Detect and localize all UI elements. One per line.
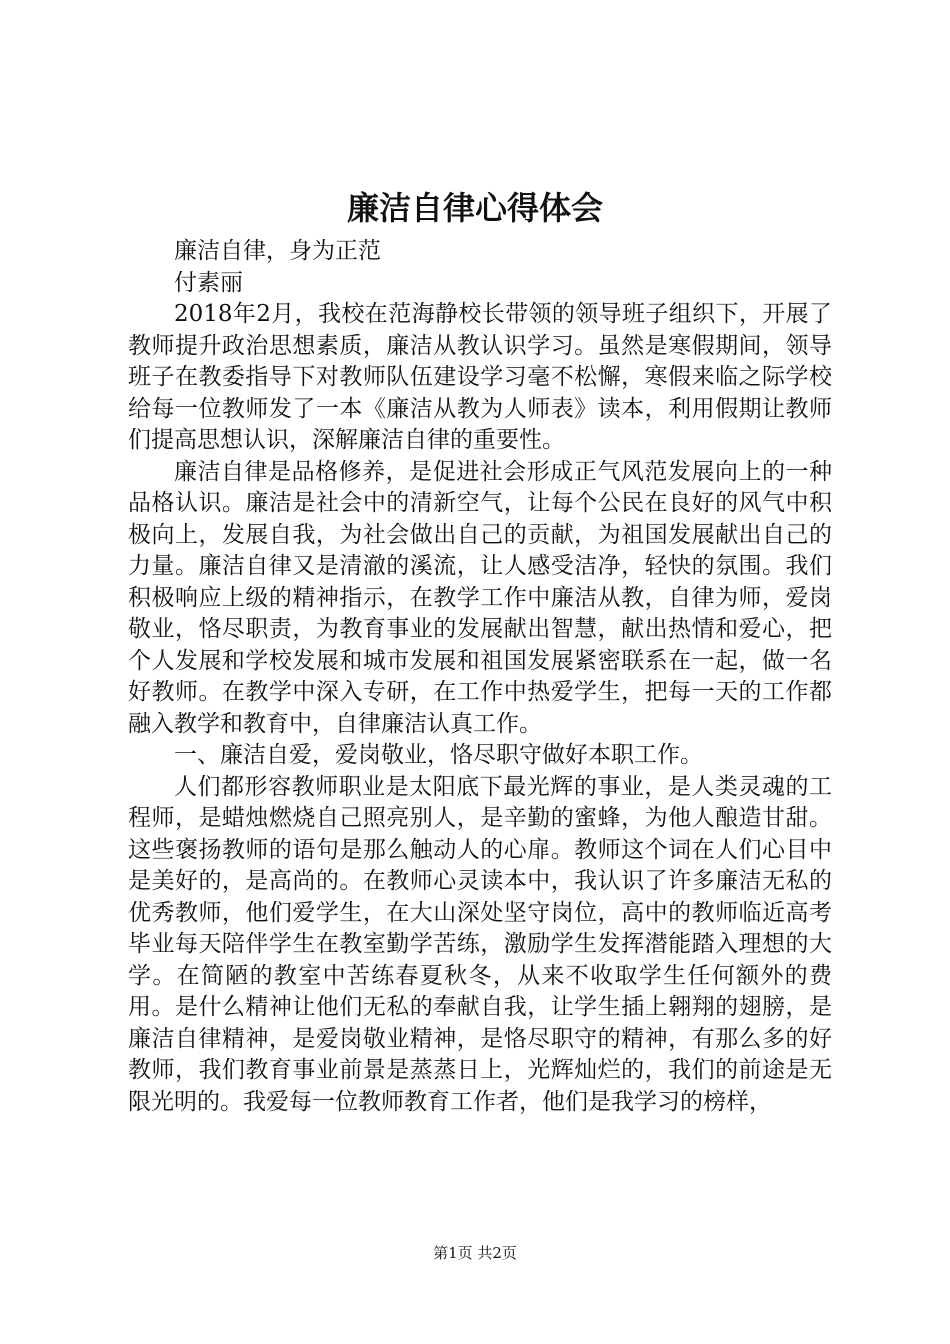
document-body bbox=[128, 236, 832, 1118]
page-footer: 第1页 共2页 bbox=[433, 1244, 517, 1262]
subtitle: 廉洁自律，身为正范 bbox=[174, 238, 381, 264]
section-heading: 一、廉洁自爱，爱岗敬业，恪尽职守做好本职工作。 bbox=[174, 742, 703, 768]
document-title: 廉洁自律心得体会 bbox=[346, 189, 603, 227]
paragraph: 人们都形容教师职业是太阳底下最光辉的事业，是人类灵魂的工程师，是蜡烛燃烧自己照亮别人，是辛勤的蜜蜂，为他人酿造甘甜。这些褒扬教师的语句是那么触动人的心扉。教师这个词在人们心目中是美好的，是高尚的。在教师心灵读本中，我认识了许多廉洁无私的优秀教师，他们爱学生，在大山深处坚守岗位，高中的教师临近高考毕业每天陪伴学生在教室勤学苦练，激励学生发挥潜能踏入理想的大学。在简陋的教室中苦练春夏秋冬，从来不收取学生任何额外的费用。是什么精神让他们无私的奉献自我，让学生插上翱翔的翅膀，是廉洁自律精神，是爱岗敬业精神，是恪尽职守的精神，有那么多的好教师，我们教育事业前景是蒸蒸日上，光辉灿烂的，我们的前途是无限光明的。我爱每一位教师教育工作者，他们是我学习的榜样， bbox=[128, 773, 832, 1115]
author-name: 付素丽 bbox=[174, 269, 243, 296]
paragraph: 廉洁自律是品格修养，是促进社会形成正气风范发展向上的一种品格认识。廉洁是社会中的清新空气，让每个公民在良好的风气中积极向上，发展自我，为社会做出自己的贡献，为祖国发展献出自己的力量。廉洁自律又是清澈的溪流，让人感受洁净，轻快的氛围。我们积极响应上级的精神指示，在教学工作中廉洁从教，自律为师，爱岗敬业，恪尽职责，为教育事业的发展献出智慧，献出热情和爱心，把个人发展和学校发展和城市发展和祖国发展紧密联系在一起，做一名好教师。在教学中深入专研，在工作中热爱学生，把每一天的工作都融入教学和教育中，自律廉洁认真工作。 bbox=[128, 458, 832, 737]
paragraph: 2018年2月，我校在范海静校长带领的领导班子组织下，开展了教师提升政治思想素质，廉洁从教认识学习。虽然是寒假期间，领导班子在教委指导下对教师队伍建设学习毫不松懈，寒假来临之际学校给每一位教师发了一本《廉洁从教为人师表》读本，利用假期让教师们提高思想认识，深解廉洁自律的重要性。 bbox=[128, 301, 832, 453]
